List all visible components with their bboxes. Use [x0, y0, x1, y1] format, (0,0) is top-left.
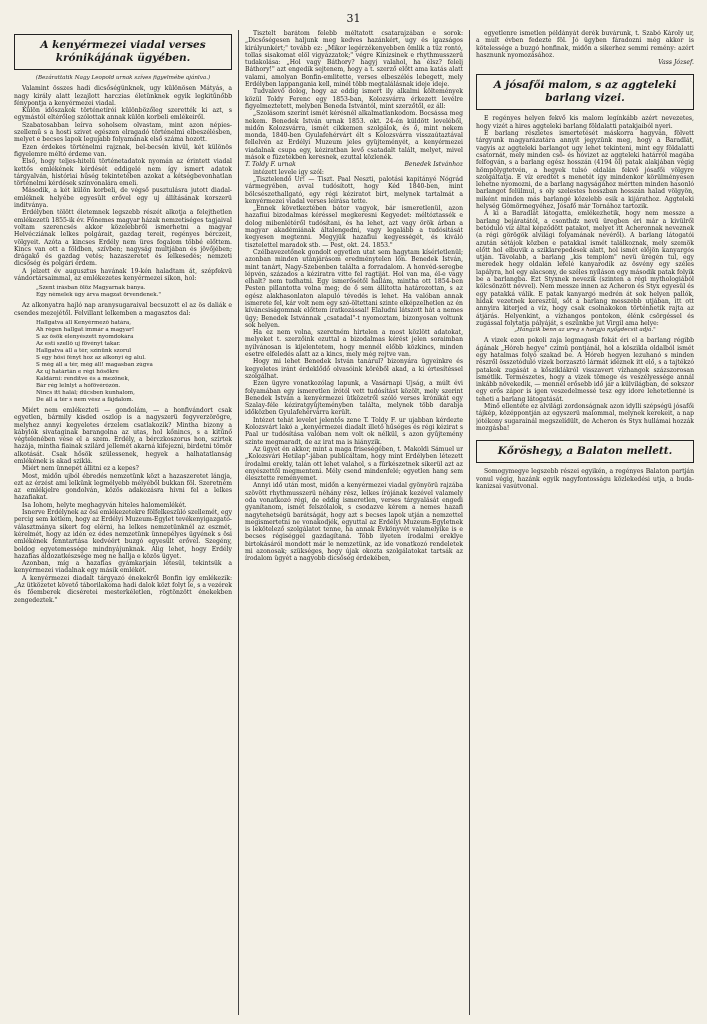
- letter-heading: [245, 161, 463, 168]
- article-note: (Bezárattatik Nagy Leopold urnak szíves figyelmébe ajánlva.): [35, 75, 211, 81]
- column-middle: [245, 30, 463, 1020]
- paragraph: Somogymegye legszebb részei egyikén, a regényes Balaton partján vonul végig, hazánk egyik nagyfontosságu közlekedési utja, a buda-kanizsai vasútvonal.: [476, 468, 694, 490]
- verse-line: S még áll a tér, még áll! magasban zúgva: [36, 361, 153, 368]
- paragraph: Tudvalevő dolog, hogy az eddig ismert ily alkalmi költemények közül Toldy Ferenc egy 1853-ban, Kolozsvárra érkezett levélre figyelmeztetett, melyben Beneda Istvántól, mint szerzőtől, ez áll:: [245, 88, 463, 110]
- verse-line: Hallgatva áll a tér, színünk szorul: [36, 347, 132, 354]
- article-title: A jósafői malom, s az aggteleki barlang vizei.: [476, 74, 694, 110]
- verse-line: Az uj határtán e régi hősökre: [36, 368, 119, 375]
- author-signature: Vass József.: [658, 59, 694, 67]
- page-number: 31: [346, 12, 361, 25]
- paragraph: A jelzett év augusztus havának 19-kén haladtam át, szépfekvü vándortársaimmal, az emlékezetes kenyérmezei sikon, hol:: [14, 267, 232, 283]
- paragraph: Most, midőn ujból ébredés nemzetünk közt a hazaszeretet lángja, ezt az érzést ami lelkünk legmélyebb mélyéből bukkan föl. Szeretném az emlékjelre gondolván, közös adakozásra hivni fel a lelkes hazafiakat.: [14, 472, 232, 502]
- paragraph: Isa Iohom, helyte meghagyván hiteles halomemlékét.: [22, 501, 187, 509]
- paragraph: „Szolásom szerint ismét kérésnél alkalmatlankodom. Bocsássa meg nekem. Benedek István urnak 1853. okt. 24-én küldött leveléből, midőn Kolozsvárra, ismét cikkemen szolgálok, és ő, mint nekem monda, 1840-ben Gyulafehérvárt élt s Kolozsvárra visszaútaztával fellelvén az Erdélyi Muzeum jeles gyüjteményét, a kenyérmezei viadalnak csupa egy, kéziratban levő csatadalt talált, melyet, mivel mások e füzetekben keresnek, ezuttal közlenék.: [245, 110, 463, 162]
- paragraph: Első, hogy teljes-hitelü történetadatok nyomán az érintett viadal kettős emlékének kérdését eddigelé nem így ismert adatok tárgyalván, históriai hűség tekintetében azokat a kétségbevonhatlan történelmi kérdések színvonalára emeli.: [14, 158, 232, 188]
- paragraph: intézett levele igy szól:: [253, 168, 324, 176]
- verse-line: „Szent írásban ölöz Magyarnak bánya.: [36, 285, 146, 292]
- letter-to: Benedek Istvánhoz: [404, 161, 463, 169]
- paragraph: Ezen érdekes történelmi rajznak, bel-becsén kivül, két különös figyelemre méltó érdeme van.: [14, 143, 232, 158]
- paragraph: A ki a Baradlát látogatta, emlékezhetik, hogy nem messze a barlang bejáratától, a csonthdz nevü üregben éri már a kivülről betóduló víz által képződött patakot, melyet itt Acheronnak neveznek (a régi görögök alvilági folyamának nevéről). A barlang látogatói azután sétájok közben e patakkal ismét találkoznak, mely szemök előtt hol elbuvik a sziklarepedések alatt, hol ismét előjön kanyargós utján. Távolabb, a barlang „kis templom" nevü üregén tul, egy meredek hegy oldalán lefelé kanyarodik az ösvény egy széles lapályra, hol egy alacsony, de széles nyíláson egy második patak folyik be a barlangba. Ezt Styxnek nevezik (szinten a régi mythologiából kölcsönzött névvel). Nem messze innen az Acheron és Styx egyesül és egy patakká válik. E patak kanyargó medrén át sok helyen pallók, hidak vezetnek keresztül, sőt a barlang messzebb utjában, itt ott annyira kiterjed a víz, hogy csak csolnakokon történhetik rajta az átjárás. Helyenkint, a vízhangos pontokon, élénk csörgéssel és zugással folytatja pályáját, s eszünkbe jut Virgil ama helye:: [476, 210, 694, 327]
- column-rule: [238, 30, 239, 1015]
- paragraph: Azonban, míg a hazafias gyámkarjain létesül, tekintsük a kenyérmezei viadalnak egy másik emlékét.: [14, 560, 232, 575]
- paragraph: Hogy mi lehet Benedek István tanárul? bizonyára ügyeinkre és kegyeletes iránt érdeklődő olvasóink köréből akad, a ki értesítéssel szolgálhat.: [245, 358, 463, 380]
- paragraph: Tisztelt barátom felebb méltatott csatarajzában e sorok: „Dicsőségesen haljunk meg kedves hazánkért, ugy és igazságos királyunkért;" tovább ez: „Mikor legérzékenyebben ömlik a tüz rontó, tollas sisakomat elöl vigyázzatok;" végre Kinizsinek e rhythmusszerü tudakolása: „Hol vagy Báthory? hagyj valahol, ha élsz? felelj Báthory!" azt engedik sejtenem, hogy a t. szerző előtt ama katás alatt valami, amolyan Bonfin-emlitette, verses elbeszélés lebegett, mely Erdélyben lappangania kell, minél több megtalálásnak ideje ideje.: [245, 30, 463, 89]
- paragraph: egyetlenre ismetlen példányát derék buvárunk, t. Szabó Károly ur, a mult évben fedezte föl. Jó ügyben fáradozni még akkor is kötelessége a buzgó honfinak, midőn a sikerhez semmi remény: azért hasznunk nyomozásához.: [476, 30, 694, 59]
- verse-line: Ah régen hallgat immár a magyar!: [36, 326, 135, 333]
- paragraph: Valamint összes hadi dicsőségünknek, ugy különösen Mátyás, a nagy király alatt lezajlott harczias életünknek egyik legkitűnőbb fénypontja a kenyérmezei viadal.: [14, 85, 232, 107]
- verse-line: Nincs itt halál; dücsben kunhalom,: [36, 389, 135, 396]
- letter-from: T. Toldy F. urnak: [245, 161, 296, 169]
- paragraph: Minő ellentéte ez alvilági zordonságnak azon idylli szépségü jósafői tájkép, középpontján az egyszerü malommal, melynek kerekeit, a nap jótékony sugarainál megszelídült, de Acheron és Styx hullámai hozzák mozgásba!: [476, 403, 694, 432]
- paragraph: Az ügyet én akkor, mint a maga friseségében, t. Makoldi Sámuel ur „Kolozsvári Hetilap"-jában publicáltam, hogy mint Erdélyben létezett írodalmi erekly, talán ott lehet valahol, s a fürkészetnek sikerül azt az enyészettől megmenteni. Mély csend mindenfelé; egyetlen hang sem élesztette reményemet.: [245, 445, 463, 483]
- paragraph: Miért nem emlékezteti — gondolám, — a honfivándort csak egyetlen, bármily kisded oszlop is a nagyszerü fegyverzörögre, melyhez annyi kegyeletes érzelem csatlakozik? Mintha bizony a kábylók sivataginak barangolna az utas, hol kőnincs, s a kitűnő végtelenében vése el a szem. Erdély, a bérczkoszorus hon, szirtek hazája, mintha fiainak szilárd jellemét akarná kifejezni, birdetni tömör alkotását. Csak hősök szülessenek, hegyek a halhatatlanság emlékének is akad sziklá.: [14, 406, 232, 465]
- paragraph: Erdélyben tölött életemnek legszebb részét alkotja a felejthetlen emlékezetü 1855-ik év. Főnemes magyar házak nemzetiséges tagjaival voltam szerencsés akkor közelebbről ismerhetni a magyar Helvécziának lelkes polgárait, gazdag tereit, regényes bérczeit, völgyeit. Azóta a kincses Erdély nem üres fogalom többé előttem. Kincs van ott a földben, szívben; nagyság multjában és jövőjében; drágakő és gazdag vetés; hazaszeretet és lelkesedés; nemzeti dicsőség és polgári érdem.: [14, 209, 232, 268]
- paragraph: Isnerve Erdélynek az ösi emlékezetekre fölfelkeszüló szellemét, egy percig sem kétlem, hogy az Erdélyi Muzeum-Egylet tevékenyigazgató-választmánya sikert fog elérni, ha lelkes nemzetünknél az eszmét, kérelmét, hogy az idén ez édes nemzetünk ünnepélyes ügyének s ösi emlékének fenntartása kedvéért buzgó egyesült erővel. Szegény, boldog egyetemessége mindnyájunknak. Alig lehet, hogy Erdély hazafias áldozatkészsége meg ne hallja e közös ügyet.: [14, 509, 232, 560]
- paragraph: „Tisztelendő Ur! — Tiszt. Paal Neszti, palotási kapitányé Nógrád vármegyében, avval tudósított, hogy Kéd 1840-ben, mint bölcsészethallgató, egy régi kéziratot birt, melynek tartalmát a kenyérmezei viadal verses leirása tette.: [245, 175, 463, 205]
- paragraph: Intézet tehát levelet jelentős zene T. Toldy F. ur ujabban kérdezte Kolozsvárt lakó a „kenyérmezei diadalt illető hűséges és régi kézirat s Paal ur tudósítása valóban nem volt ok nélkül, s azon gyűjtemény szinte megmaradt, de az irat ma is hiányzik.: [245, 416, 463, 446]
- column-right: [476, 30, 694, 1020]
- column-rule: [469, 30, 470, 1015]
- paragraph: Az alkonyatra hajló nap aranysugaraival becsuzott el az ös daliák e csendes mezejétől. Felvillant lelkemben a magasztos dal:: [14, 302, 232, 317]
- article-title: Kőröshegy, a Balaton mellett.: [476, 440, 694, 463]
- verse-line: S az ősök elenyészett nyomdokára: [36, 333, 134, 340]
- paragraph: A vizek ezen pokoli zaja legmagasb fokát éri el a barlang régibb ágának „Hóreb hegye" czímü pontjánál, hol a köszikla oldalból ismét egy hatalmas folyó szakad be. A Hóreb hegyen lezuhanó s minden részről összetóduló vizek borzasztó lármát idéznek itt elő, s a tajtékzó patakok zugását a kősziklákról visszavert vízhangok százszorosan ismétlik. Természetes, hogy a vizek tömege és veszélyessége annál inkább növekedik, — mennél erősebb idő jár a külvilágban, de sokszor egy erős zápor is igen veszedelmessé tesz egy idore lehetetlenné is teheti a barlang látogatását.: [476, 337, 694, 403]
- verse-block: [36, 285, 232, 299]
- article-title: A kenyérmezei viadal verses krónikájának ügyében.: [14, 34, 232, 70]
- quote: „Hangzik benn az ureg s hangja nyögdecsit adja.": [514, 327, 656, 334]
- paragraph: Szabatosabban leírva soholsem olvastam, mint azon népies-szellemű s a hosti szivet egészen elragadó történelmi elbeszélésben, melyet e becses lapok legujabb folyamának első száma hozott.: [14, 121, 232, 144]
- paragraph: A kenyérmezei diadalt tárgyazó énekekről Bonfin igy emlékezik: „Az ütközetet követő táborilakoma hadi dalok közt folyt le, s a vezérek és főemberek dicséretei mesterkéletlen, rögtönzött énekekben zengedeztek.": [14, 574, 232, 604]
- paragraph: Annyi idő után most, midőn a kenyérmezei viadal gyönyörü rajzába szövött rhythmusszerü néhány rész, lelkes írójának kezével valamely oda vonatkozó régi, de eddig ismeretlen, verses tárgyalását engedi gyanítanom, ismét felszólalok, s csodazve kérem a nemes hazafi nagytehetségü barátságát, hogy azt s becses lapok utján a nemzettel megismertetni ne vonakodjék, egyuttal az Erdélyi Muzeum-Egyletnek is lekötelező szolgálatot tenne, ha annak Évkönyvét valamelyike is e becses régiséggel gazdagítaná. Tóbb ilyeten írodalmi ereklye birtokásáról mondott már le nemzetünk, az ide vonatkozó rendeletek mi azonosak; szükséges, hogy újak okozta szolgálatokat tartsák az írodalom ügyét a nagyobb dicsőség érdekében,: [245, 482, 463, 563]
- paragraph: Ha ez nem volna, szeretném hirtelen a most közlött adatokat, melyeket t. szerzőink ezuttal a bizodalmas kérést jelen soraimban nyilvánosan is kijelentetem, hogy mennél előbb közkincs, minden esetre elfeledés alatt az a kincs, mely még rejtve van.: [245, 329, 463, 359]
- paragraph: E barlang részletes ismertetését máskorra hagyván, fölvett tárgyunk magyarázatára annyit jegyzünk meg, hogy a Baradlát, vagyis az aggteleki barlangot ugy lehet tekinteni, mint egy földalatti csatornát, mely minden csö- és hóvizet az aggteleki határról magába felfogván, s a barlang egész hosszán (4194 öl) patak alakjában végig hömpölygtetvén, a hegyek tulsó oldalán fekvő jósafői völgyre szolgáltatja. E víz eredtét s menetét így mindenkor körülményesen lehetne nyomozni, de a barlang nagyságához mértten minden hasonló barlangot felülmul, s oly szelestes hosszban hosszán halad völgyön, miként minden más barlangé közelebb esik a kijárathoz. Aggteleki helység Gömörmegyéhez, Jósafő már Tornához tartozik.: [476, 130, 694, 211]
- paragraph: Ezen ügyre vonatkozólag lapunk, a Vasárnapi Ujság, a múlt évi folyamában egy ismeretlen írótól vett tudósítást közölt, mely szerint Benedek István a kenyérmezei ütközetről szóló verses krónikát egy Szalay-féle kéziratgyüjteményben találta, melynek több darabja időközben Gyulafehérvárra került.: [245, 380, 463, 417]
- verse-line: Bár rég lelnlyt a hófövérózón.: [36, 382, 121, 389]
- paragraph: Miért nem ünnepét állitni ez a kepes?: [22, 465, 139, 473]
- verse-line: De áll a tér s nem vész a fájdalom.: [36, 396, 134, 403]
- paragraph: Külön időszakok történetírói különbözőleg szerették ki azt, s egymástól eltérőleg szólottak annak külön korbeli emlékeiről.: [14, 107, 232, 122]
- verse-line: Egy némelek úgy árva magzat örvendenek.": [36, 292, 161, 299]
- column-left: [14, 30, 232, 1020]
- verse-line: Az esti szellő uj fövényt takar.: [36, 340, 121, 347]
- verse-line: S egy hősi fényt hoz az alkonyi ég alul.: [36, 354, 146, 361]
- paragraph: „Ennek következtében bátor vagyok, bár ismeretlenül, azon hazafiui bizodalmas kéréssel megkeresni Kegyedet: méltóztassék e dolog mibenlétéről tudósítani, és ha lehet, azt vagy örök árban a magyar akadémiának általengedni, vagy legalább a tudósitását kegyesen megtenni. Megyjük hazafiui kegyességét, és kiváló tisztelettel maradok stb. — Pest, okt. 24. 1853.": [245, 205, 463, 249]
- verse-line: Kaldárni: rendítve és a mezőnek,: [36, 375, 130, 382]
- paragraph: Második, a két külön korbeli, de végső pusztulásra jutott diadal-emléknek helyébe egyesült erővel egy uj állításának korszerü inditványa.: [14, 187, 232, 210]
- paragraph: Czélbavezetőnek gondolt egyetlen utat sem hagytam kísérletlenül; azonban minden utánjárásom eredménytelen lőn. Benedek István, mint tanárt, Nagy-Szebenben találta a forradalom. A honvéd-seregbe lépvén, százados a kéziratra vitte fel ragtiját. Hol van ma, él-e vagy elhalt? nem tudhatni. Egy ismerősétől hallám, mintha ott 1854-ben Pesten pillantotta volna meg; de ő sem állította határozottan, s az egész alakhasonlaton alapuló tévedés is lehet. Ha valóban annak ismerete fel, kár volt nem egy szó-öltettani szinte elképzelhetlen az én kíváncsiságomnak előttem iratkozással! Elaludni látszott hát a nemes ügy; Benedek Istvánnak „csatadal"-t nyomoztam, bizonyosan voltunk sok helyen.: [245, 248, 463, 329]
- verse-line: Hallgatva áll Kenyérmező határa,: [36, 319, 132, 326]
- verse-block: [36, 320, 232, 404]
- paragraph: E regényes helyen fekvő kis malom legínkább azért nevezetes, hogy vizét a hires aggteleki barlang földalatti patakjaiból nyeri.: [476, 115, 694, 130]
